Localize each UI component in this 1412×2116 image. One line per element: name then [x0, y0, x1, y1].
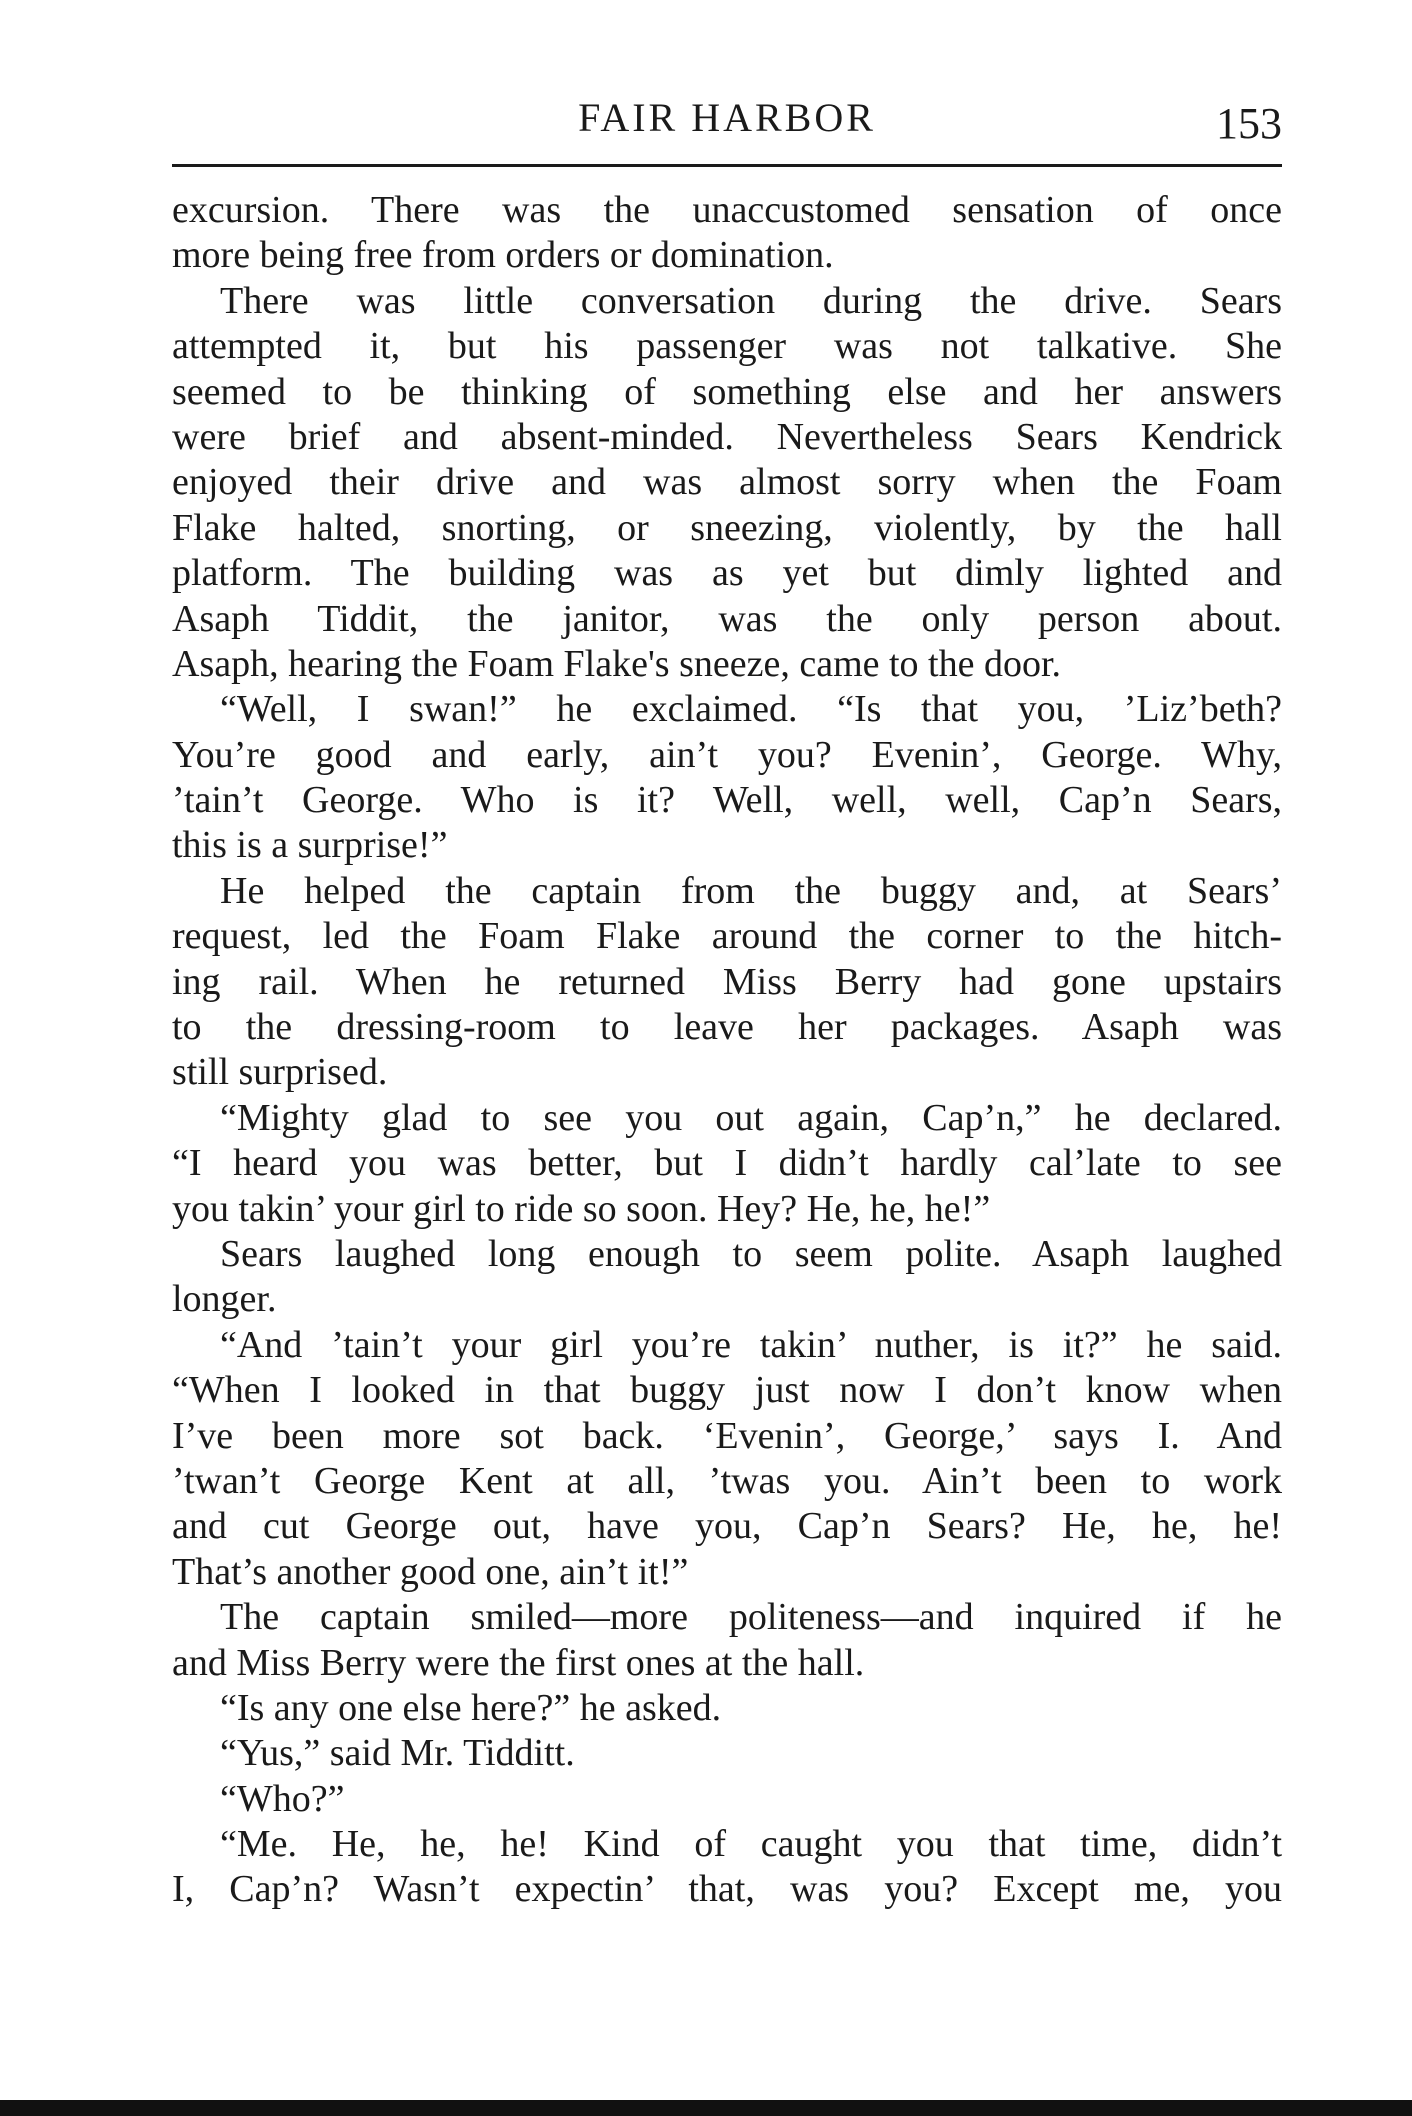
text-line: request, led the Foam Flake around the corner to the hitch-	[172, 915, 1282, 958]
text-line: “Well, I swan!” he exclaimed. “Is that you, ’Liz’beth?	[220, 688, 1282, 731]
text-line: Asaph Tiddit, the janitor, was the only person about.	[172, 597, 1282, 640]
text-line: ’tain’t George. Who is it? Well, well, well, Cap’n Sears,	[172, 779, 1282, 822]
text-line: There was little conversation during the drive. Sears	[220, 279, 1282, 322]
text-line: That’s another good one, ain’t it!”	[172, 1550, 689, 1593]
text-line: ing rail. When he returned Miss Berry had gone upstairs	[172, 960, 1282, 1003]
text-line: ’twan’t George Kent at all, ’twas you. Ain’t been to work	[172, 1459, 1282, 1502]
text-line: You’re good and early, ain’t you? Evenin’, George. Why,	[172, 733, 1282, 776]
text-line: “Me. He, he, he! Kind of caught you that time, didn’t	[220, 1823, 1282, 1866]
text-line: this is a surprise!”	[172, 824, 448, 867]
text-line: I, Cap’n? Wasn’t expectin’ that, was you? Except me, you	[172, 1868, 1282, 1911]
text-line: platform. The building was as yet but dimly lighted and	[172, 552, 1282, 595]
text-line: “I heard you was better, but I didn’t hardly cal’late to see	[172, 1142, 1282, 1185]
text-line: were brief and absent-minded. Nevertheless Sears Kendrick	[172, 415, 1282, 458]
page-number: 153	[1216, 99, 1282, 148]
text-line: The captain smiled—more politeness—and inquired if he	[220, 1596, 1282, 1639]
text-line: “Is any one else here?” he asked.	[220, 1686, 722, 1729]
text-line: and Miss Berry were the first ones at the hall.	[172, 1641, 865, 1684]
running-title: FAIR HARBOR	[578, 95, 876, 140]
text-line: “Mighty glad to see you out again, Cap’n,” he declared.	[220, 1096, 1282, 1139]
text-line: Asaph, hearing the Foam Flake's sneeze, came to the door.	[172, 642, 1062, 685]
text-line: and cut George out, have you, Cap’n Sears? He, he, he!	[172, 1505, 1282, 1548]
text-line: enjoyed their drive and was almost sorry when the Foam	[172, 461, 1282, 504]
text-line: still surprised.	[172, 1051, 388, 1094]
text-line: “Who?”	[220, 1777, 345, 1820]
text-line: I’ve been more sot back. ‘Evenin’, George,’ says I. And	[172, 1414, 1282, 1457]
text-line: longer.	[172, 1278, 277, 1321]
page-header	[172, 92, 1282, 167]
text-line: more being free from orders or domination.	[172, 234, 834, 277]
text-line: “And ’tain’t your girl you’re takin’ nuther, is it?” he said.	[220, 1323, 1282, 1366]
text-line: to the dressing-room to leave her packages. Asaph was	[172, 1006, 1282, 1049]
body-text	[172, 188, 1282, 1913]
text-line: “Yus,” said Mr. Tidditt.	[220, 1732, 575, 1775]
text-line: excursion. There was the unaccustomed sensation of once	[172, 189, 1282, 231]
text-line: “When I looked in that buggy just now I don’t know when	[172, 1369, 1282, 1412]
text-line: Flake halted, snorting, or sneezing, violently, by the hall	[172, 506, 1282, 549]
text-line: you takin’ your girl to ride so soon. Hey? He, he, he!”	[172, 1187, 991, 1230]
bottom-scan-border	[0, 2100, 1412, 2116]
text-line: seemed to be thinking of something else and her answers	[172, 370, 1282, 413]
text-line: Sears laughed long enough to seem polite. Asaph laughed	[220, 1232, 1282, 1275]
text-line: He helped the captain from the buggy and, at Sears’	[220, 869, 1282, 912]
text-line: attempted it, but his passenger was not talkative. She	[172, 325, 1282, 368]
